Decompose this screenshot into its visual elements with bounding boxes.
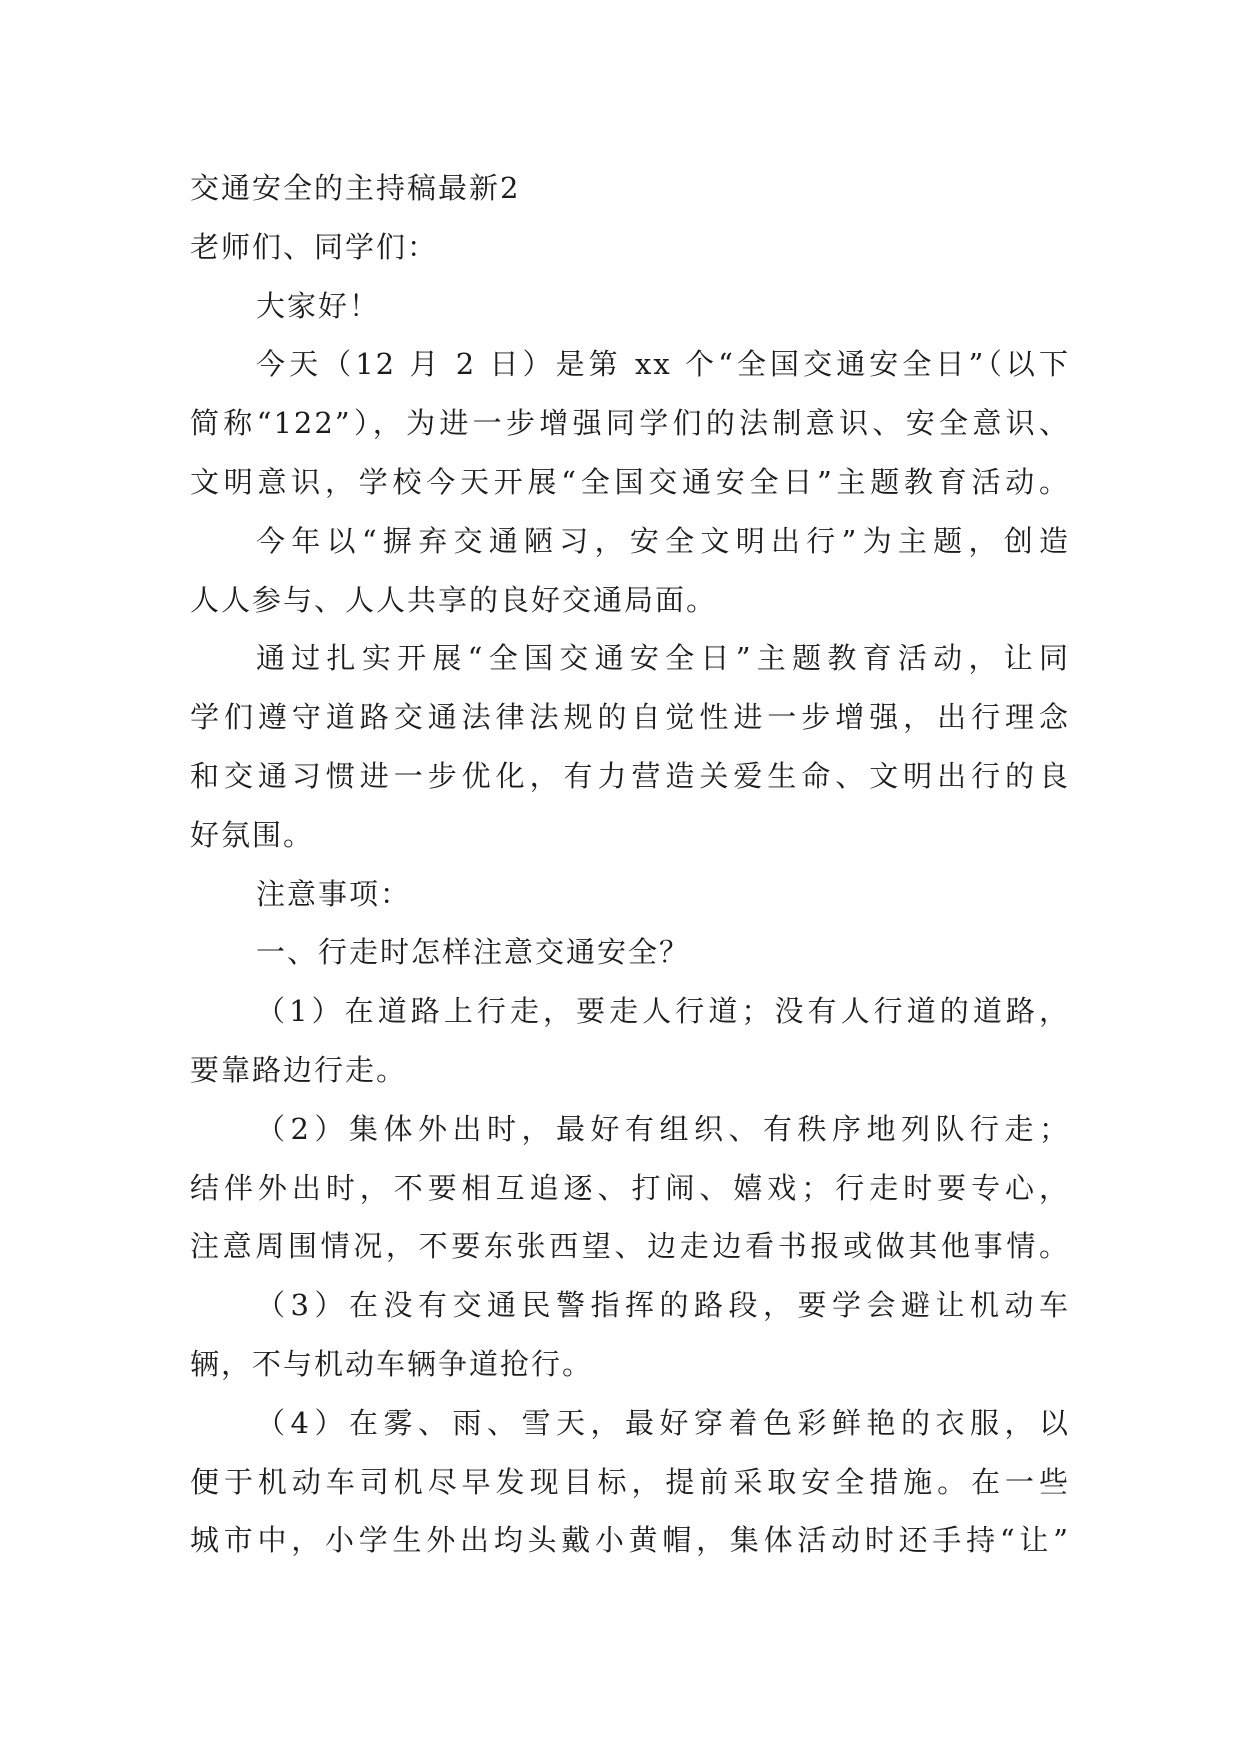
- paragraph-line: （3）在没有交通民警指挥的路段，要学会避让机动车: [256, 1288, 1070, 1323]
- paragraph: [190, 1100, 1070, 1276]
- paragraph-line: 人人参与、人人共享的良好交通局面。: [190, 582, 718, 617]
- paragraph-line: 简称“122”），为进一步增强同学们的法制意识、安全意识、: [190, 406, 1070, 441]
- document-title: 交通安全的主持稿最新2: [190, 171, 521, 205]
- salutation: 老师们、同学们：: [190, 229, 439, 264]
- paragraph: [190, 512, 1070, 630]
- section-heading: 注意事项：: [256, 876, 412, 911]
- paragraph-line: 和交通习惯进一步优化，有力营造关爱生命、文明出行的良: [190, 758, 1070, 793]
- paragraph-line: （2）集体外出时，最好有组织、有秩序地列队行走；: [256, 1111, 1070, 1146]
- paragraph-line: 通过扎实开展“全国交通安全日”主题教育活动，让同: [256, 641, 1070, 676]
- paragraph-line: 学们遵守道路交通法律法规的自觉性进一步增强，出行理念: [190, 700, 1070, 735]
- paragraph-line: 要靠路边行走。: [190, 1052, 408, 1087]
- paragraph-line: （1）在道路上行走，要走人行道；没有人行道的道路，: [256, 994, 1070, 1029]
- paragraph-line: 结伴外出时，不要相互追逐、打闹、嬉戏；行走时要专心，: [190, 1170, 1070, 1205]
- paragraph: [190, 629, 1070, 864]
- paragraph-line: 今年以“摒弃交通陋习，安全文明出行”为主题，创造: [256, 523, 1070, 558]
- paragraph: [190, 982, 1070, 1100]
- paragraph-line: 今天（12 月 2 日）是第 xx 个“全国交通安全日”（以下: [256, 347, 1070, 382]
- paragraph-line: （4）在雾、雨、雪天，最好穿着色彩鲜艳的衣服，以: [256, 1405, 1070, 1440]
- paragraph: [190, 865, 1070, 924]
- paragraph: [190, 277, 1070, 336]
- paragraph-line: 注意周围情况，不要东张西望、边走边看书报或做其他事情。: [190, 1229, 1070, 1264]
- paragraph: [190, 1276, 1070, 1394]
- paragraph: [190, 335, 1070, 511]
- paragraph-line: 好氛围。: [190, 817, 315, 852]
- paragraph-line: 辆，不与机动车辆争道抢行。: [190, 1346, 594, 1381]
- paragraph: [190, 1394, 1070, 1570]
- paragraph-line: 便于机动车司机尽早发现目标，提前采取安全措施。在一些: [190, 1464, 1070, 1499]
- paragraph-line: 城市中，小学生外出均头戴小黄帽，集体活动时还手持“让”: [190, 1523, 1070, 1558]
- paragraph-line: 大家好！: [256, 288, 381, 323]
- paragraph: [190, 923, 1070, 982]
- section-heading: 一、行走时怎样注意交通安全？: [256, 935, 691, 970]
- paragraph-line: 文明意识，学校今天开展“全国交通安全日”主题教育活动。: [190, 464, 1070, 499]
- document-body: [190, 159, 1070, 1570]
